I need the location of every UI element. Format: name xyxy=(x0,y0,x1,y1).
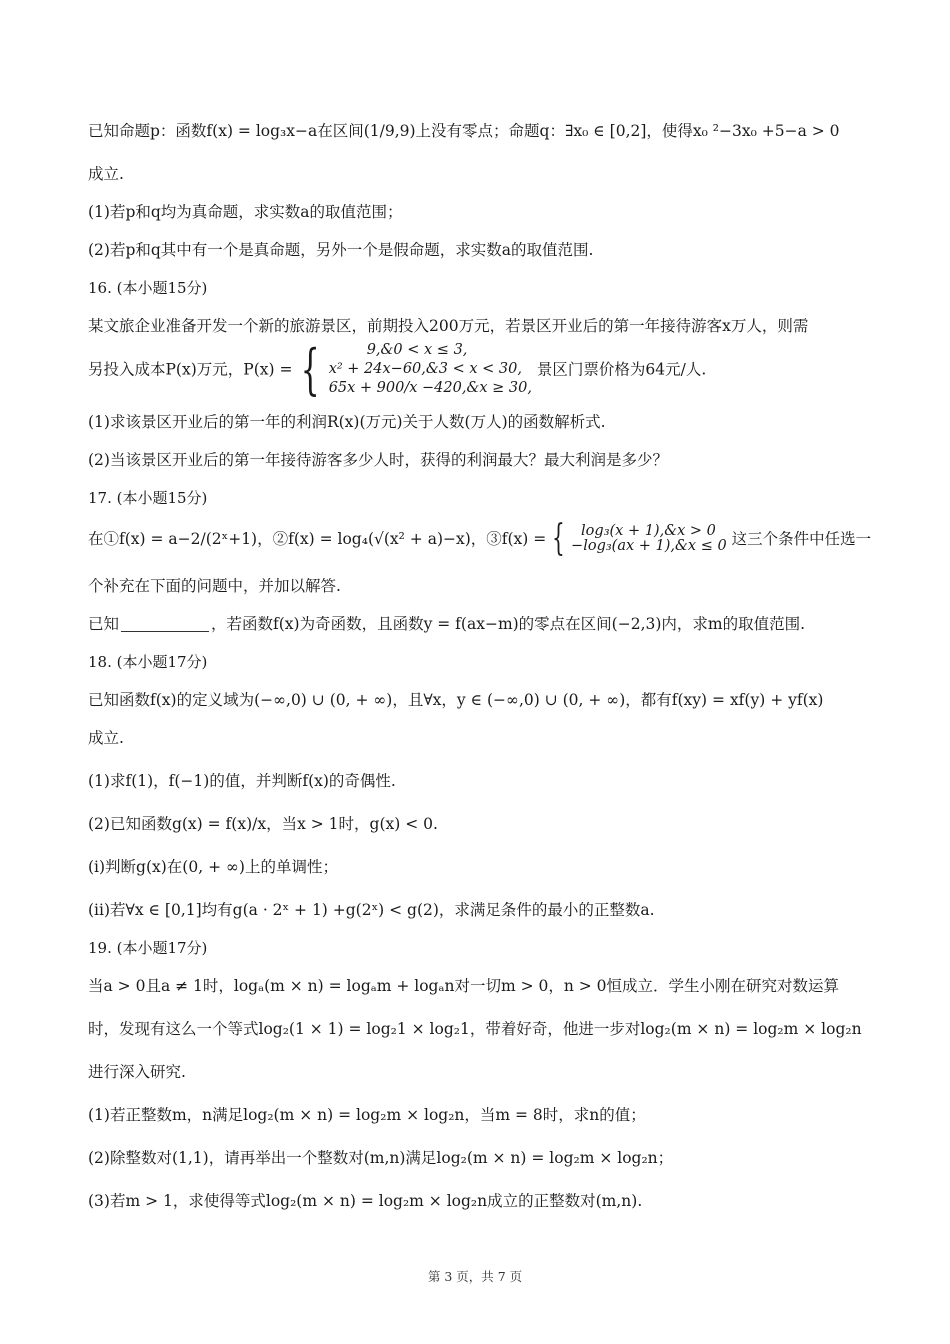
piecewise-function xyxy=(551,518,727,559)
question-heading: 17. (本小题15分) xyxy=(88,489,208,507)
case-row: 9,&0 < x ≤ 3, xyxy=(366,342,468,358)
page-content xyxy=(88,120,872,1212)
case-row: 65x + 900/x −420,&x ≥ 30, xyxy=(328,380,532,396)
condition-text-after: 这三个条件中任选一 xyxy=(731,530,872,548)
condition-line xyxy=(88,518,872,561)
text-line: (2)已知函数g(x) = f(x)/x，当x > 1时，g(x) < 0. xyxy=(88,815,438,833)
text-line: 进行深入研究. xyxy=(88,1063,186,1081)
text-line: (ii)若∀x ∈ [0,1]均有g(a · 2ˣ + 1) +g(2ˣ) < g(2)，求满足条件的最小的正整数a. xyxy=(88,901,655,919)
text-line: (2)除整数对(1,1)，请再举出一个整数对(m,n)满足log₂(m × n) = log₂m × log₂n； xyxy=(88,1149,674,1167)
question-text-after: ，若函数f(x)为奇函数，且函数y = f(ax−m)的零点在区间(−2,3)内，求m的取值范围. xyxy=(211,615,806,633)
text-line: 某文旅企业准备开发一个新的旅游景区，前期投入200万元，若景区开业后的第一年接待游客x万人，则需 xyxy=(88,317,809,335)
page-footer: 第 3 页，共 7 页 xyxy=(427,1269,523,1284)
case-row: x² + 24x−60,&3 < x < 30, xyxy=(328,361,522,377)
question-heading: 19. (本小题17分) xyxy=(88,939,208,957)
cost-text-after: 景区门票价格为64元/人. xyxy=(536,360,707,379)
question-text-before: 已知 xyxy=(88,615,120,633)
text-line: 已知命题p：函数f(x) = log₃x−a在区间(1/9,9)上没有零点；命题q：∃x₀ ∈ [0,2]，使得x₀ ²−3x₀ +5−a > 0 xyxy=(88,122,840,140)
text-line: (i)判断g(x)在(0, + ∞)上的单调性； xyxy=(88,858,338,876)
text-line: 当a > 0且a ≠ 1时，logₐ(m × n) = logₐm + logₐn对一切m > 0，n > 0恒成立．学生小刚在研究对数运算 xyxy=(88,977,840,995)
text-line: 成立. xyxy=(88,729,124,747)
text-line: 已知函数f(x)的定义域为(−∞,0) ∪ (0, + ∞)，且∀x，y ∈ (−∞,0) ∪ (0, + ∞)，都有f(xy) = xf(y) + yf(x) xyxy=(88,691,824,709)
text-line: 时，发现有这么一个等式log₂(1 × 1) = log₂1 × log₂1，带着好奇，他进一步对log₂(m × n) = log₂m × log₂n xyxy=(88,1020,862,1038)
text-line: (1)若正整数m，n满足log₂(m × n) = log₂m × log₂n，当m = 8时，求n的值； xyxy=(88,1106,646,1124)
question-heading: 16. (本小题15分) xyxy=(88,279,208,297)
piecewise-function xyxy=(297,337,532,401)
text-line: (1)若p和q均为真命题，求实数a的取值范围； xyxy=(88,203,403,221)
question-line xyxy=(88,613,868,635)
question-heading: 18. (本小题17分) xyxy=(88,653,208,671)
text-line: (3)若m > 1，求使得等式log₂(m × n) = log₂m × log₂n成立的正整数对(m,n). xyxy=(88,1192,643,1210)
text-line: (1)求该景区开业后的第一年的利润R(x)(万元)关于人数(万人)的函数解析式. xyxy=(88,413,606,431)
text-line: 个补充在下面的问题中，并加以解答. xyxy=(88,577,341,595)
text-line: (2)若p和q其中有一个是真命题，另外一个是假命题，求实数a的取值范围. xyxy=(88,241,594,259)
text-line: 成立. xyxy=(88,165,124,183)
case-row: log₃(x + 1),&x > 0 xyxy=(581,523,716,539)
cost-text-before: 另投入成本P(x)万元，P(x) = xyxy=(88,360,293,379)
condition-text-before: 在①f(x) = a−2/(2ˣ+1)，②f(x) = log₄(√(x² + a)−x)，③f(x) = xyxy=(88,530,547,548)
brace-glyph: { xyxy=(552,518,565,559)
text-line: (2)当该景区开业后的第一年接待游客多少人时，获得的利润最大？最大利润是多少？ xyxy=(88,451,668,469)
cost-function-line xyxy=(88,337,868,407)
case-row: −log₃(ax + 1),&x ≤ 0 xyxy=(571,538,727,554)
answer-blank xyxy=(121,615,209,632)
brace-glyph: { xyxy=(301,337,321,401)
text-line: (1)求f(1)，f(−1)的值，并判断f(x)的奇偶性. xyxy=(88,772,396,790)
